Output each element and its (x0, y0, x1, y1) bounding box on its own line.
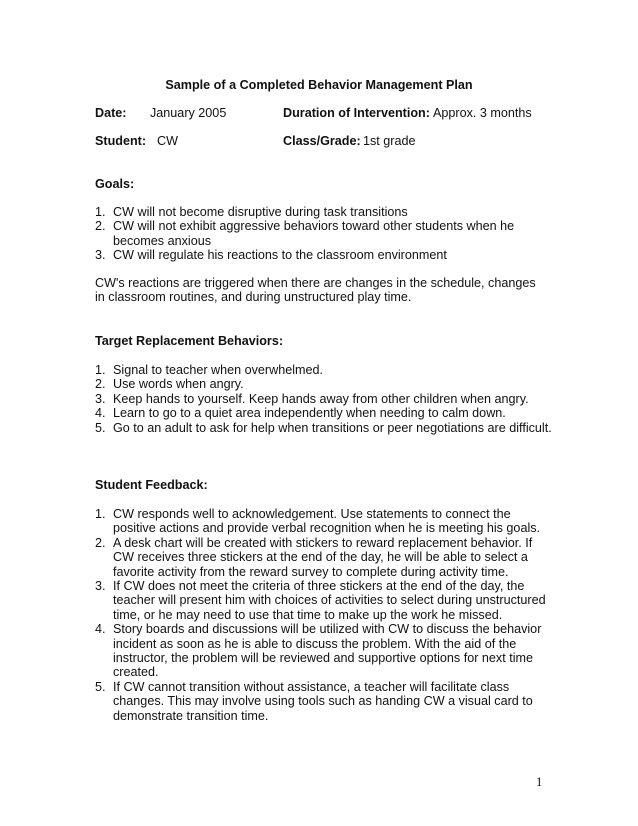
target-heading: Target Replacement Behaviors: (95, 334, 284, 348)
list-item: 2. CW will not exhibit aggressive behaviors toward other students when he becomes anxious (95, 219, 515, 248)
list-item: 3. CW will regulate his reactions to the classroom environment (95, 248, 447, 263)
list-item: 1. CW responds well to acknowledgement. Use statements to connect the positive actions and provide verbal recognition when he is meeting his goals. (95, 507, 541, 536)
page-title: Sample of a Completed Behavior Management Plan (165, 78, 473, 92)
duration-label: Duration of Intervention: (283, 106, 430, 120)
goals-note: CW's reactions are triggered when there are changes in the schedule, changes in classroom routines, and during unstructured play time. (95, 276, 536, 305)
list-item: 4. Learn to go to a quiet area independently when needing to calm down. (95, 406, 506, 421)
date-label: Date: (95, 106, 127, 120)
list-item: 5. If CW cannot transition without assistance, a teacher will facilitate class changes. This may involve using tools such as handing CW a visual card to demonstrate transition time. (95, 679, 533, 723)
goals-heading: Goals: (95, 177, 135, 191)
date-value: January 2005 (150, 106, 227, 120)
feedback-heading: Student Feedback: (95, 478, 208, 492)
class-label: Class/Grade: (283, 134, 361, 148)
list-item: 1. Signal to teacher when overwhelmed. (95, 363, 324, 377)
page-number: 1 (536, 775, 543, 789)
duration-value: Approx. 3 months (433, 106, 532, 120)
student-label: Student: (95, 134, 147, 148)
list-item: 4. Story boards and discussions will be utilized with CW to discuss the behavior incident as soon as he is able to discuss the problem. With the aid of the instructor, the problem will be reviewed and supportive options for next time created. (95, 622, 542, 680)
list-item: 2. A desk chart will be created with stickers to reward replacement behavior. If CW receives three stickers at the end of the day, he will be able to select a favorite activity from the reward survey to complete during activity time. (95, 535, 533, 579)
list-item: 1. CW will not become disruptive during task transitions (95, 205, 408, 219)
list-item: 2. Use words when angry. (95, 377, 244, 392)
student-value: CW (157, 134, 178, 148)
class-value: 1st grade (363, 134, 416, 148)
feedback-list (95, 507, 555, 723)
target-list (95, 363, 555, 435)
list-item: 5. Go to an adult to ask for help when transitions or peer negotiations are difficult. (95, 420, 552, 435)
goals-list (95, 205, 555, 263)
list-item: 3. If CW does not meet the criteria of three stickers at the end of the day, the teacher will present him with choices of activities to select during unstructured time, or he may need to use that time to make up the work he missed. (95, 579, 546, 622)
list-item: 3. Keep hands to yourself. Keep hands away from other children when angry. (95, 391, 529, 406)
